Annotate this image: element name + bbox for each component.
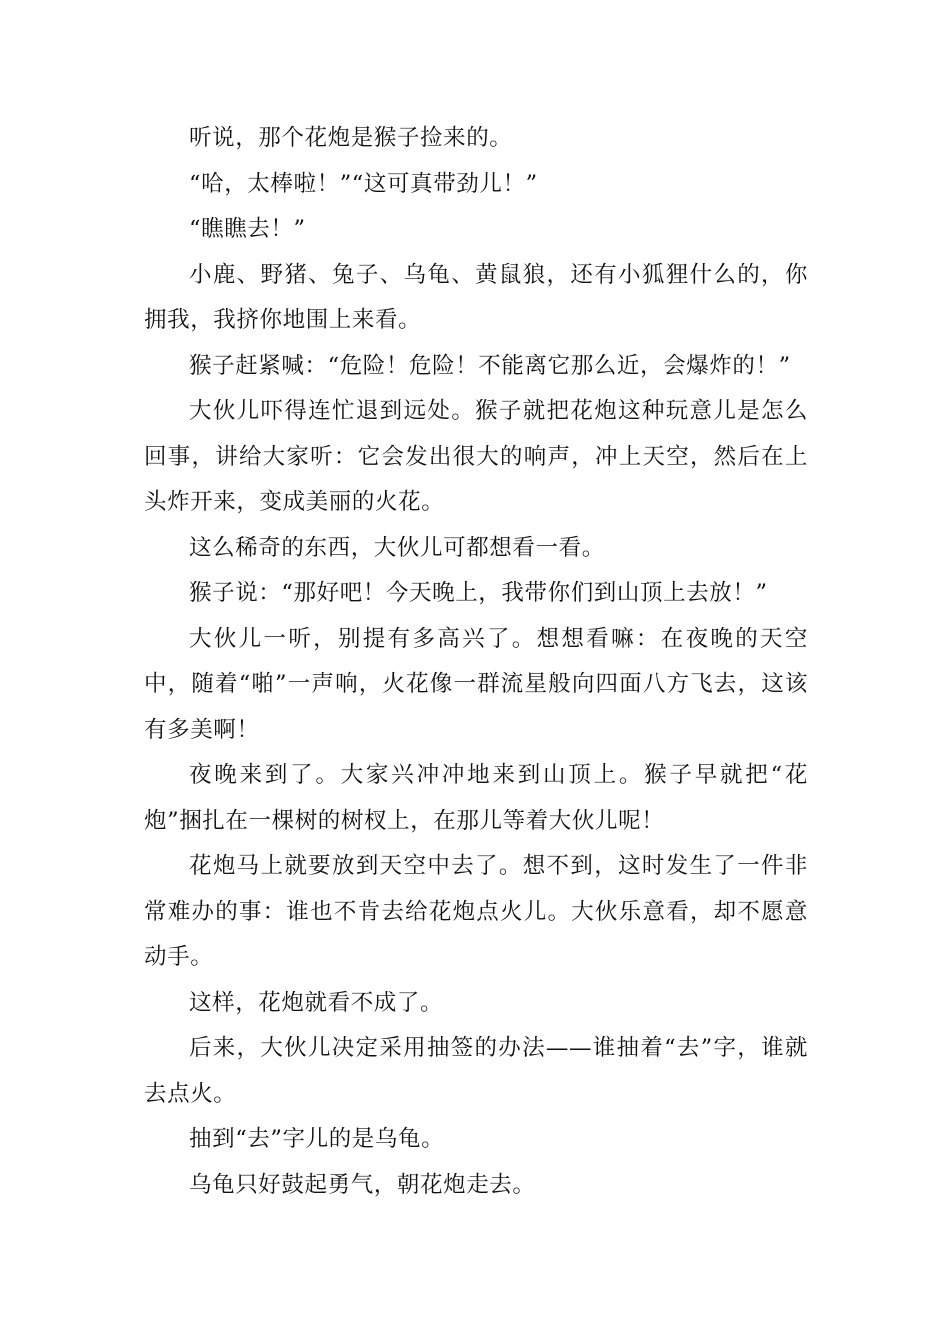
paragraph: 这样，花炮就看不成了。 xyxy=(189,989,444,1016)
paragraph: 夜晚来到了。大家兴冲冲地来到山顶上。猴子早就把“花炮”捆扎在一棵树的树杈上，在那儿等着大伙儿呢！ xyxy=(144,762,808,834)
paragraph: 花炮马上就要放到天空中去了。想不到，这时发生了一件非常难办的事：谁也不肯去给花炮点火儿。大伙乐意看，却不愿意动手。 xyxy=(144,853,808,970)
paragraph: “哈，太棒啦！”“这可真带劲儿！” xyxy=(189,170,538,197)
paragraph: 乌龟只好鼓起勇气，朝花炮走去。 xyxy=(189,1171,536,1198)
paragraph: 听说，那个花炮是猴子捡来的。 xyxy=(189,125,513,151)
document-body xyxy=(144,116,808,1208)
paragraph: 抽到“去”字儿的是乌龟。 xyxy=(189,1126,445,1152)
paragraph: 猴子说：“那好吧！今天晚上，我带你们到山顶上去放！” xyxy=(189,580,768,606)
paragraph: 猴子赶紧喊：“危险！危险！不能离它那么近，会爆炸的！” xyxy=(189,352,791,379)
paragraph: “瞧瞧去！” xyxy=(189,216,306,242)
paragraph: 这么稀奇的东西，大伙儿可都想看一看。 xyxy=(189,534,605,561)
paragraph: 大伙儿吓得连忙退到远处。猴子就把花炮这种玩意儿是怎么回事，讲给大家听：它会发出很大的响声，冲上天空，然后在上头炸开来，变成美丽的火花。 xyxy=(144,398,808,515)
paragraph: 大伙儿一听，别提有多高兴了。想想看嘛：在夜晚的天空中，随着“啪”一声响，火花像一群流星般向四面八方飞去，这该有多美啊！ xyxy=(144,625,808,743)
paragraph: 后来，大伙儿决定采用抽签的办法——谁抽着“去”字，谁就去点火。 xyxy=(144,1035,808,1107)
paragraph: 小鹿、野猪、兔子、乌龟、黄鼠狼，还有小狐狸什么的，你拥我，我挤你地围上来看。 xyxy=(144,261,808,333)
